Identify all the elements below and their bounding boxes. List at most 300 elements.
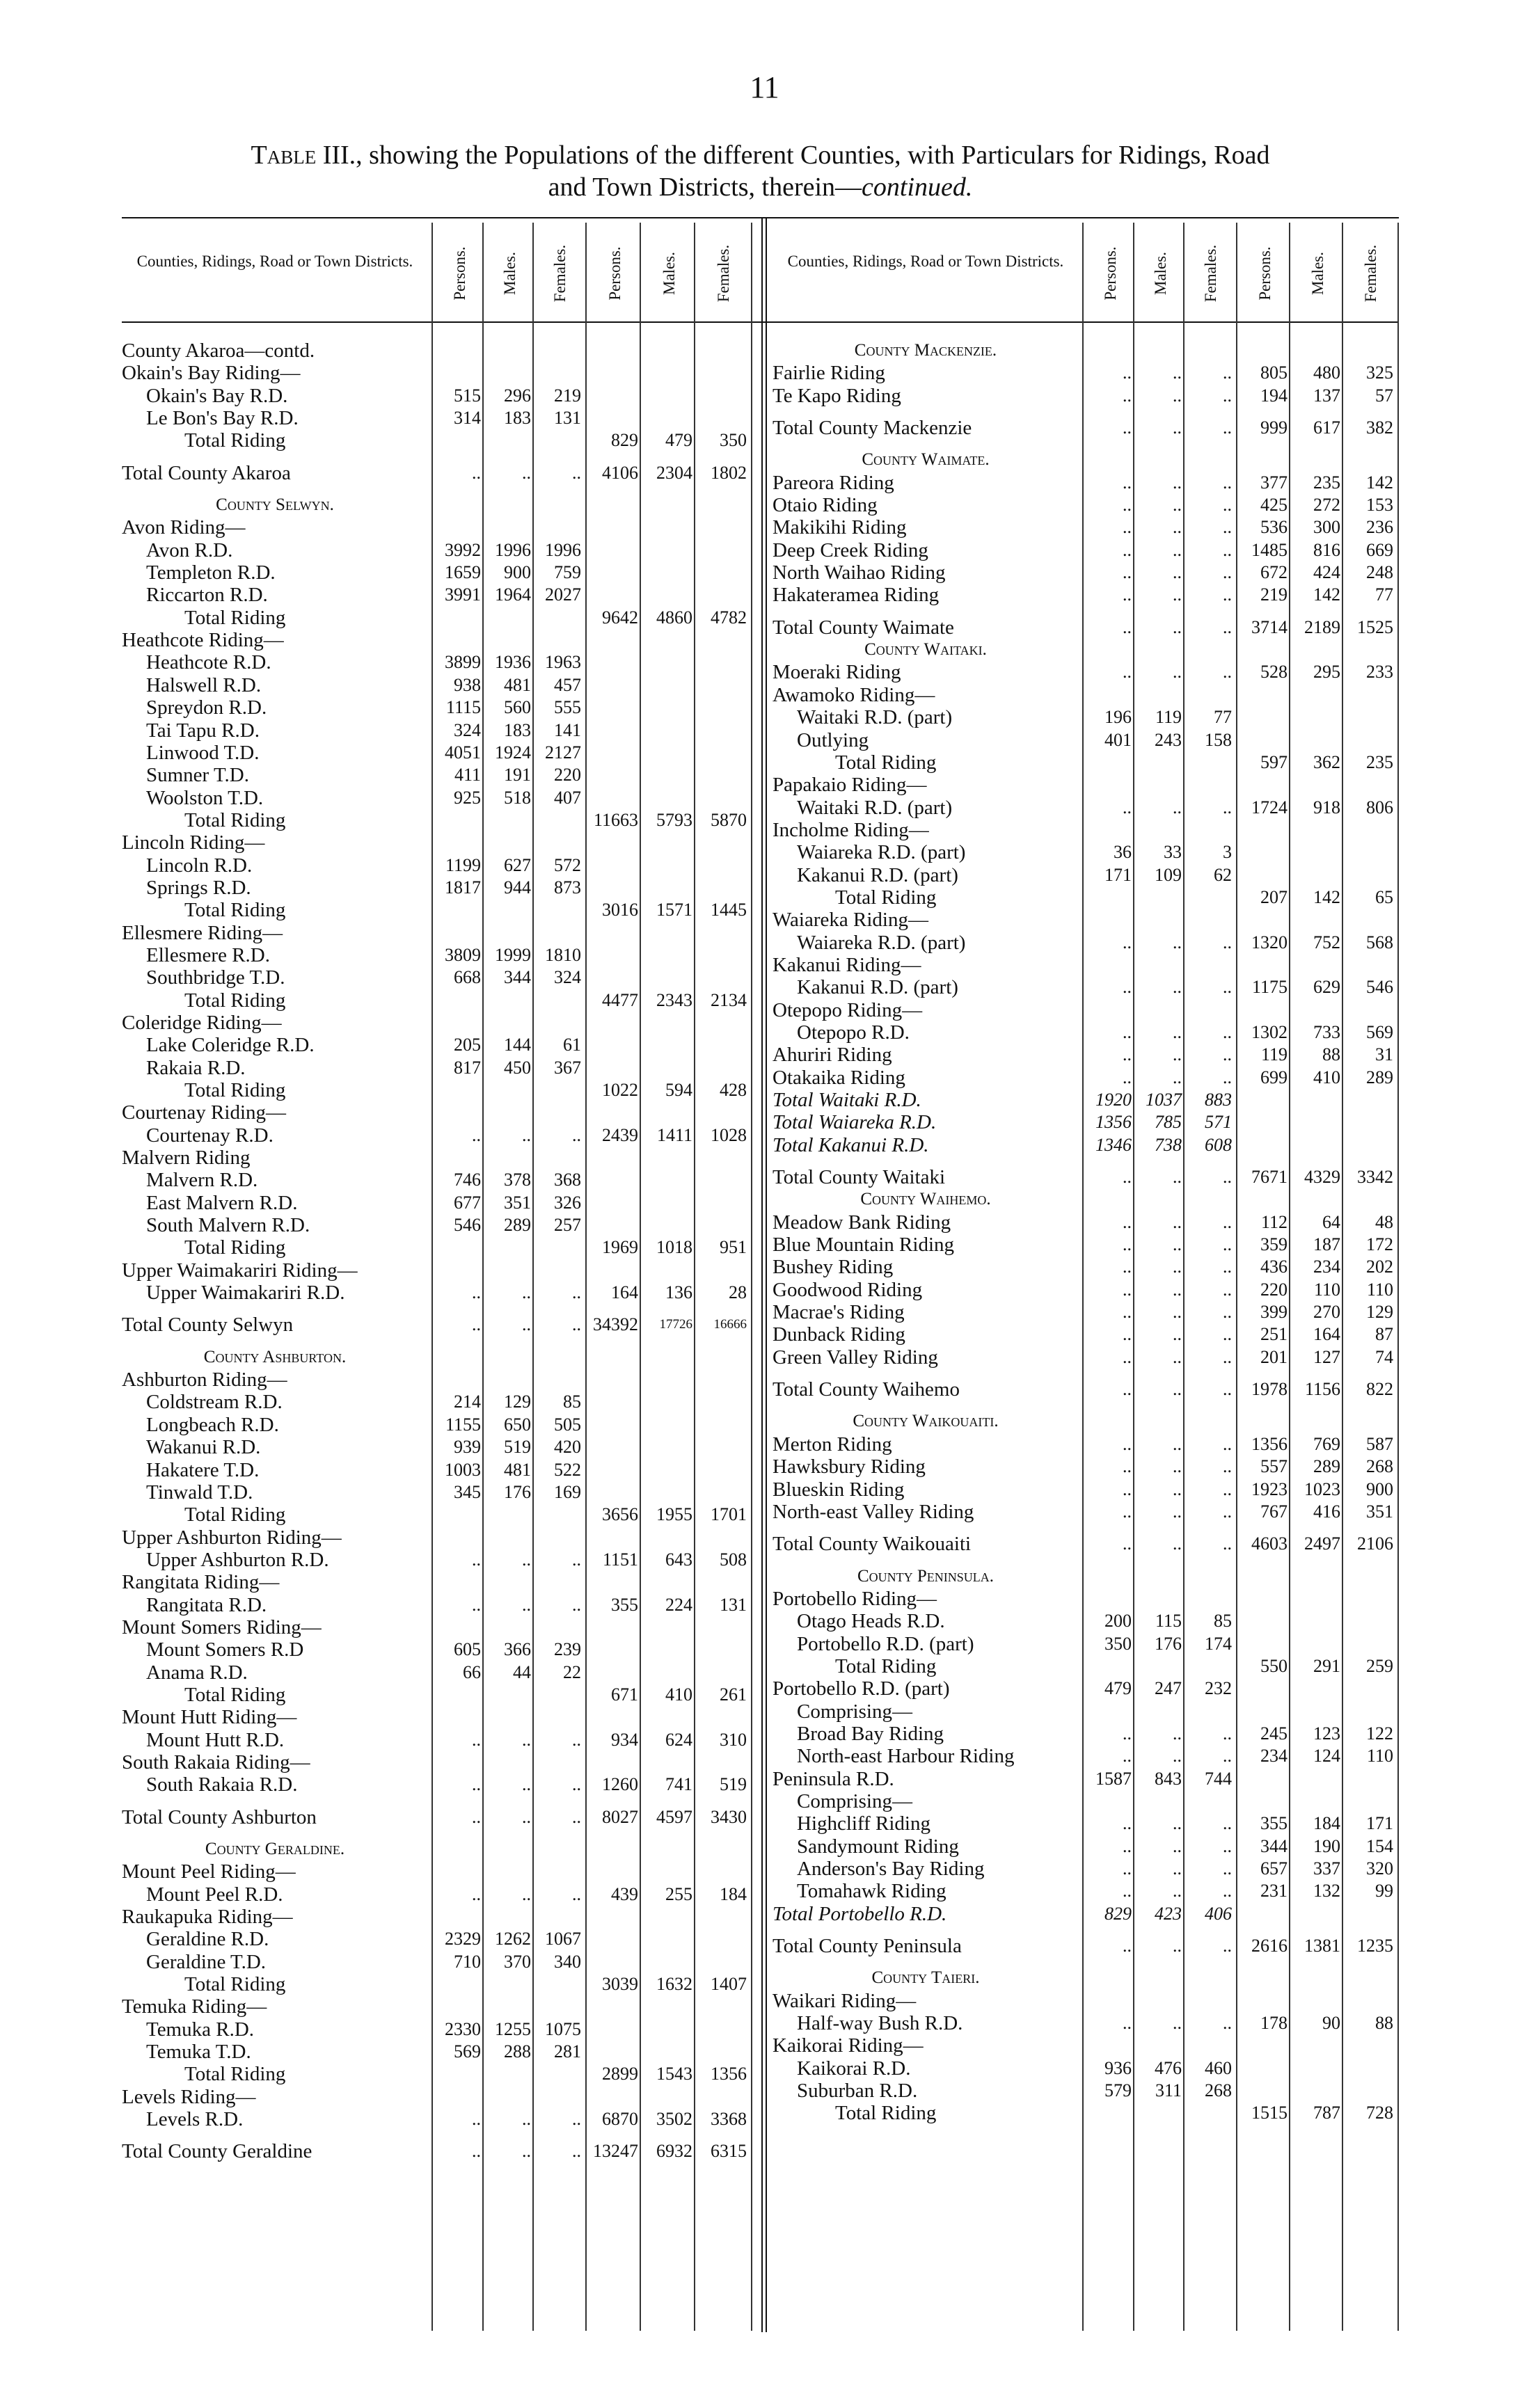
males-cell: 378 — [504, 1170, 531, 1190]
table-row — [773, 1677, 1399, 1700]
females-cell: 1963 — [545, 652, 581, 673]
table-row — [122, 629, 752, 651]
row-label: South Rakaia R.D. — [146, 1773, 298, 1796]
males-cell: 183 — [504, 408, 531, 429]
males-cell: .. — [1173, 1067, 1182, 1087]
table-row — [122, 2130, 752, 2140]
females-cell: 572 — [554, 854, 581, 875]
males-cell: 370 — [504, 1951, 531, 1972]
row-label: Comprising— — [797, 1700, 912, 1723]
table-row — [122, 1034, 752, 1056]
total-persons-cell: 201 — [1260, 1346, 1288, 1367]
males-cell: .. — [1173, 1835, 1182, 1856]
persons-cell: 345 — [454, 1481, 481, 1502]
table-row — [122, 1526, 752, 1549]
row-label: Lincoln R.D. — [146, 854, 253, 877]
table-row — [122, 362, 752, 384]
table-row — [773, 909, 1399, 931]
females-cell: .. — [1223, 1936, 1232, 1956]
persons-cell: .. — [1123, 1858, 1132, 1879]
males-cell: .. — [1173, 417, 1182, 438]
row-label: County Geraldine. — [205, 1840, 345, 1858]
total-females-cell: 569 — [1366, 1021, 1393, 1042]
total-persons-cell: 829 — [611, 430, 638, 451]
persons-cell: 1587 — [1095, 1768, 1132, 1789]
persons-cell: .. — [472, 1806, 481, 1827]
row-label: Total County Geraldine — [122, 2140, 312, 2163]
table-row — [773, 1768, 1399, 1790]
males-cell: .. — [1173, 1746, 1182, 1767]
row-label: Pareora Riding — [773, 471, 894, 494]
table-row — [773, 1089, 1399, 1111]
total-persons-cell: 7671 — [1251, 1167, 1288, 1188]
persons-cell: 1346 — [1095, 1134, 1132, 1155]
total-males-cell: 1018 — [656, 1237, 692, 1258]
total-males-cell: 5793 — [656, 809, 692, 830]
total-males-cell: 769 — [1313, 1433, 1340, 1454]
females-cell: 232 — [1205, 1678, 1232, 1699]
right-panel — [773, 223, 1399, 2125]
table-row — [773, 1610, 1399, 1632]
row-label: County Waimate. — [862, 450, 990, 470]
column-rule — [1133, 223, 1134, 2331]
total-persons-cell: 597 — [1260, 751, 1288, 772]
row-label: North-east Valley Riding — [773, 1500, 974, 1523]
table-row — [773, 1478, 1399, 1501]
table-row — [773, 1433, 1399, 1456]
row-label: Tai Tapu R.D. — [146, 719, 260, 742]
persons-cell: 1199 — [445, 854, 481, 875]
table-row — [122, 989, 752, 1012]
table-row — [122, 1661, 752, 1684]
row-label: Total Riding — [184, 1683, 286, 1706]
females-cell: 324 — [554, 967, 581, 988]
persons-cell: .. — [1123, 417, 1132, 438]
center-double-rule-a — [761, 217, 763, 2332]
females-cell: 340 — [554, 1951, 581, 1972]
females-cell: 406 — [1205, 1903, 1232, 1924]
females-cell: .. — [1223, 1021, 1232, 1042]
females-cell: .. — [1223, 1302, 1232, 1323]
females-cell: 505 — [554, 1414, 581, 1435]
persons-cell: .. — [472, 1549, 481, 1570]
females-cell: .. — [1223, 1346, 1232, 1367]
right-rows — [773, 340, 1399, 2125]
females-cell: .. — [1223, 517, 1232, 538]
row-label: County Waitaki. — [864, 640, 987, 660]
table-row — [122, 1481, 752, 1504]
row-label: Springs R.D. — [146, 876, 251, 899]
females-cell: 420 — [554, 1437, 581, 1458]
total-males-cell: 136 — [665, 1282, 692, 1303]
total-males-cell: 1543 — [656, 2064, 692, 2084]
table-row — [122, 809, 752, 831]
males-cell: .. — [1173, 1234, 1182, 1255]
row-label: Bushey Riding — [773, 1256, 894, 1279]
males-cell: .. — [1173, 977, 1182, 998]
persons-cell: 3809 — [445, 944, 481, 965]
persons-cell: .. — [472, 2141, 481, 2162]
total-males-cell: 410 — [1313, 1067, 1340, 1087]
total-females-cell: 728 — [1366, 2103, 1393, 2123]
row-label: Total Riding — [184, 1504, 286, 1526]
county-total-row — [122, 1806, 752, 1828]
total-persons-cell: 2439 — [602, 1124, 638, 1145]
row-label: County Mackenzie. — [854, 341, 997, 360]
table-row — [122, 539, 752, 561]
persons-cell: .. — [472, 1594, 481, 1615]
females-cell: .. — [1223, 797, 1232, 818]
section-heading — [773, 639, 1399, 661]
males-cell: 738 — [1155, 1134, 1182, 1155]
row-label: Mount Peel Riding— — [122, 1860, 296, 1883]
table-row — [773, 1456, 1399, 1478]
females-cell: 326 — [554, 1192, 581, 1213]
total-males-cell: 643 — [665, 1549, 692, 1570]
row-label: Otepopo Riding— — [773, 998, 923, 1021]
total-males-cell: 184 — [1313, 1813, 1340, 1834]
section-heading — [773, 1188, 1399, 1211]
table-row — [773, 561, 1399, 584]
total-females-cell: 236 — [1366, 517, 1393, 538]
table-row — [122, 1459, 752, 1481]
total-females-cell: 519 — [720, 1774, 747, 1795]
column-rule — [1183, 223, 1185, 2331]
total-females-cell: 5870 — [711, 809, 747, 830]
females-cell: 457 — [554, 674, 581, 695]
females-cell: 85 — [563, 1392, 581, 1412]
row-label: Riccarton R.D. — [146, 584, 268, 607]
total-persons-cell: 1923 — [1251, 1478, 1288, 1499]
section-heading — [122, 494, 752, 516]
row-label: Anama R.D. — [146, 1661, 248, 1684]
males-cell: .. — [1173, 797, 1182, 818]
row-label: Rangitata R.D. — [146, 1593, 267, 1616]
total-males-cell: 816 — [1313, 539, 1340, 560]
total-females-cell: 320 — [1366, 1858, 1393, 1879]
table-row — [122, 1616, 752, 1638]
table-row — [773, 439, 1399, 449]
table-row — [122, 742, 752, 764]
persons-cell: 200 — [1104, 1611, 1132, 1632]
total-females-cell: 508 — [720, 1549, 747, 1570]
persons-cell: .. — [1123, 1433, 1132, 1454]
total-females-cell: 184 — [720, 1883, 747, 1904]
total-persons-cell: 245 — [1260, 1723, 1288, 1744]
row-label: Portobello R.D. (part) — [797, 1632, 974, 1655]
males-cell: 176 — [1155, 1633, 1182, 1654]
total-persons-cell: 399 — [1260, 1302, 1288, 1323]
county-total-row — [122, 1314, 752, 1336]
row-label: Levels R.D. — [146, 2108, 244, 2131]
females-cell: 522 — [554, 1459, 581, 1480]
females-cell: 169 — [554, 1481, 581, 1502]
total-persons-cell: 1260 — [602, 1774, 638, 1795]
males-cell: 33 — [1164, 842, 1182, 863]
table-row — [122, 651, 752, 673]
total-females-cell: 131 — [720, 1594, 747, 1615]
females-cell: .. — [1223, 562, 1232, 583]
males-cell: .. — [1173, 932, 1182, 952]
persons-cell: .. — [1123, 385, 1132, 406]
table-row — [122, 516, 752, 539]
total-males-cell: 164 — [1313, 1324, 1340, 1345]
males-cell: .. — [1173, 1021, 1182, 1042]
persons-cell: 1115 — [445, 697, 481, 718]
total-males-cell: 110 — [1313, 1279, 1340, 1300]
table-row — [122, 1995, 752, 2018]
total-males-cell: 300 — [1313, 517, 1340, 538]
section-heading — [773, 340, 1399, 362]
total-females-cell: 382 — [1366, 417, 1393, 438]
males-cell: .. — [522, 1282, 531, 1303]
row-label: Raukapuka Riding— — [122, 1906, 293, 1929]
persons-cell: .. — [1123, 1167, 1132, 1188]
row-label: Total Waiareka R.D. — [773, 1111, 937, 1134]
total-males-cell: 480 — [1313, 362, 1340, 383]
table-row — [773, 1957, 1399, 1967]
total-females-cell: 2106 — [1357, 1533, 1393, 1554]
total-males-cell: 142 — [1313, 584, 1340, 605]
females-cell: .. — [1223, 495, 1232, 516]
total-females-cell: 110 — [1366, 1279, 1393, 1300]
total-persons-cell: 1515 — [1251, 2103, 1288, 2123]
section-heading — [122, 1346, 752, 1369]
total-persons-cell: 119 — [1260, 1044, 1288, 1065]
males-cell: .. — [1173, 1324, 1182, 1345]
males-cell: .. — [1173, 562, 1182, 583]
males-cell: .. — [522, 1594, 531, 1615]
persons-cell: 579 — [1104, 2080, 1132, 2101]
females-cell: .. — [1223, 1324, 1232, 1345]
center-double-rule-b — [766, 217, 767, 2332]
total-persons-cell: 8027 — [602, 1806, 638, 1827]
total-females-cell: 31 — [1375, 1044, 1393, 1065]
total-females-cell: 822 — [1366, 1379, 1393, 1400]
section-heading — [773, 1410, 1399, 1433]
persons-cell: 746 — [454, 1170, 481, 1190]
left-header-males-total: Males. — [660, 252, 678, 295]
males-cell: .. — [1173, 1478, 1182, 1499]
table-row — [122, 1796, 752, 1806]
persons-cell: 196 — [1104, 707, 1132, 728]
persons-cell: 4051 — [445, 742, 481, 763]
row-label: Fairlie Riding — [773, 362, 885, 385]
table-row — [773, 1134, 1399, 1156]
total-females-cell: 3342 — [1357, 1167, 1393, 1188]
persons-cell: 569 — [454, 2041, 481, 2062]
table-row — [773, 1323, 1399, 1346]
persons-cell: .. — [1123, 495, 1132, 516]
row-label: Macrae's Riding — [773, 1301, 905, 1324]
left-panel — [122, 223, 752, 2163]
total-persons-cell: 3714 — [1251, 616, 1288, 637]
persons-cell: .. — [1123, 1746, 1132, 1767]
total-males-cell: 416 — [1313, 1501, 1340, 1522]
males-cell: .. — [522, 2109, 531, 2130]
table-row — [122, 1124, 752, 1147]
total-persons-cell: 1175 — [1251, 977, 1288, 998]
total-females-cell: 122 — [1366, 1723, 1393, 1744]
total-females-cell: 669 — [1366, 539, 1393, 560]
table-row — [773, 407, 1399, 417]
row-label: Kakanui Riding— — [773, 953, 921, 976]
row-label: Otakaika Riding — [773, 1066, 905, 1089]
row-label: Highcliff Riding — [797, 1812, 930, 1835]
males-cell: 481 — [504, 674, 531, 695]
males-cell: 519 — [504, 1437, 531, 1458]
total-females-cell: 65 — [1375, 886, 1393, 907]
table-row — [773, 1111, 1399, 1133]
females-cell: .. — [1223, 1044, 1232, 1065]
total-males-cell: 64 — [1322, 1211, 1340, 1232]
county-total-row — [122, 2140, 752, 2162]
table-row — [122, 1414, 752, 1436]
row-label: Broad Bay Riding — [797, 1722, 944, 1745]
males-cell: 311 — [1155, 2080, 1182, 2101]
table-row — [122, 561, 752, 584]
persons-cell: .. — [1123, 662, 1132, 683]
row-label: Total Riding — [184, 808, 286, 831]
persons-cell: .. — [472, 1282, 481, 1303]
row-label: Mount Hutt R.D. — [146, 1728, 285, 1751]
table-row — [122, 2018, 752, 2041]
persons-cell: .. — [1123, 2013, 1132, 2034]
males-cell: .. — [1173, 1302, 1182, 1323]
persons-cell: 925 — [454, 787, 481, 808]
table-row — [122, 674, 752, 696]
total-females-cell: 1028 — [711, 1124, 747, 1145]
table-title-line1: III., showing the Populations of the different Counties, with Particulars for Ridings, Road — [322, 141, 1270, 170]
left-header-males: Males. — [501, 252, 518, 295]
females-cell: .. — [572, 1314, 581, 1335]
total-females-cell: 1525 — [1357, 616, 1393, 637]
females-cell: 367 — [554, 1057, 581, 1078]
persons-cell: 2329 — [445, 1929, 481, 1949]
total-persons-cell: 3016 — [602, 900, 638, 920]
males-cell: .. — [1173, 584, 1182, 605]
table-row — [773, 999, 1399, 1021]
table-row — [773, 1745, 1399, 1767]
table-row — [122, 1751, 752, 1773]
persons-cell: 411 — [454, 765, 481, 786]
females-cell: .. — [1223, 1067, 1232, 1087]
total-males-cell: 3502 — [656, 2109, 692, 2130]
females-cell: .. — [572, 1282, 581, 1303]
females-cell: .. — [1223, 1835, 1232, 1856]
males-cell: .. — [522, 1729, 531, 1750]
males-cell: .. — [1173, 1456, 1182, 1477]
males-cell: .. — [522, 1774, 531, 1795]
males-cell: 115 — [1155, 1611, 1182, 1632]
total-females-cell: 235 — [1366, 751, 1393, 772]
table-row — [773, 684, 1399, 706]
males-cell: .. — [1173, 1723, 1182, 1744]
total-females-cell: 1701 — [711, 1504, 747, 1525]
total-males-cell: 787 — [1313, 2103, 1340, 2123]
total-males-cell: 272 — [1313, 495, 1340, 516]
total-females-cell: 3368 — [711, 2109, 747, 2130]
table-row — [122, 1571, 752, 1593]
column-rule — [694, 223, 695, 2331]
row-label: Courtenay R.D. — [146, 1124, 274, 1147]
table-row — [122, 1436, 752, 1458]
right-header-persons-total: Persons. — [1256, 246, 1274, 301]
table-row — [122, 2041, 752, 2063]
table-row — [122, 922, 752, 944]
females-cell: 571 — [1205, 1112, 1232, 1133]
table-row — [122, 1057, 752, 1079]
total-males-cell: 629 — [1313, 977, 1340, 998]
total-persons-cell: 13247 — [593, 2141, 638, 2162]
row-label: Rakaia R.D. — [146, 1056, 246, 1079]
row-label: Total Riding — [184, 429, 286, 452]
females-cell: .. — [1223, 1167, 1232, 1188]
row-label: Temuka T.D. — [146, 2041, 251, 2064]
table-row — [773, 1633, 1399, 1655]
row-label: County Akaroa—contd. — [122, 340, 315, 362]
total-persons-cell: 805 — [1260, 362, 1288, 383]
table-row — [122, 429, 752, 452]
persons-cell: .. — [1123, 1813, 1132, 1834]
total-persons-cell: 4106 — [602, 462, 638, 483]
row-label: Incholme Riding— — [773, 818, 929, 841]
total-males-cell: 410 — [665, 1684, 692, 1705]
table-row — [773, 1812, 1399, 1835]
table-row — [773, 1369, 1399, 1378]
table-row — [122, 966, 752, 989]
females-cell: .. — [1223, 932, 1232, 952]
females-cell: .. — [1223, 417, 1232, 438]
males-cell: 366 — [504, 1639, 531, 1660]
persons-cell: .. — [1123, 539, 1132, 560]
total-persons-cell: 178 — [1260, 2013, 1288, 2034]
males-cell: 44 — [513, 1661, 531, 1682]
row-label: Kakanui R.D. (part) — [797, 976, 958, 999]
column-rule — [482, 223, 484, 2331]
persons-cell: .. — [1123, 1067, 1132, 1087]
total-persons-cell: 934 — [611, 1729, 638, 1750]
table-title-word: Table — [251, 141, 317, 170]
females-cell: .. — [1223, 977, 1232, 998]
females-cell: 22 — [563, 1661, 581, 1682]
females-cell: .. — [572, 1729, 581, 1750]
column-rule — [585, 223, 587, 2331]
table-row — [122, 1369, 752, 1391]
total-persons-cell: 1320 — [1251, 932, 1288, 952]
persons-cell: .. — [1123, 1257, 1132, 1277]
persons-cell: .. — [472, 1774, 481, 1795]
row-label: Portobello Riding— — [773, 1587, 937, 1610]
row-label: Kaikorai R.D. — [797, 2057, 911, 2080]
table-row — [122, 1101, 752, 1124]
table-row — [773, 2102, 1399, 2124]
males-cell: 144 — [504, 1035, 531, 1055]
table-row — [122, 1860, 752, 1883]
row-label: Waiareka R.D. (part) — [797, 931, 966, 954]
row-label: Total County Ashburton — [122, 1805, 317, 1828]
row-label: Coleridge Riding— — [122, 1011, 282, 1034]
row-label: Longbeach R.D. — [146, 1413, 279, 1436]
row-label: Halswell R.D. — [146, 673, 262, 696]
row-label: Malvern Riding — [122, 1147, 251, 1170]
males-cell: 518 — [504, 787, 531, 808]
total-persons-cell: 1151 — [602, 1549, 638, 1570]
total-persons-cell: 1302 — [1251, 1021, 1288, 1042]
table-row — [122, 1192, 752, 1214]
row-label: Heathcote R.D. — [146, 651, 271, 674]
row-label: Kaikorai Riding— — [773, 2034, 924, 2057]
